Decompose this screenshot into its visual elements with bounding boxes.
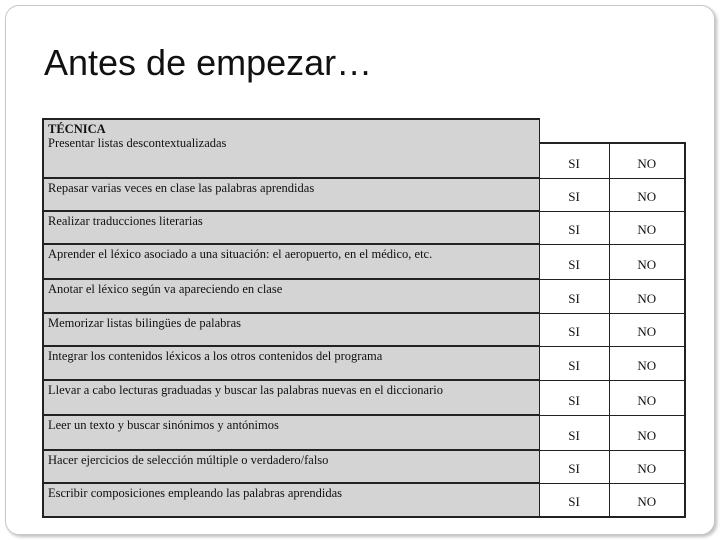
table-row [43, 450, 685, 483]
technique-label: Memorizar listas bilingües de palabras [48, 316, 241, 330]
yes-option: SI [539, 244, 609, 279]
technique-table [42, 118, 686, 518]
no-option: NO [609, 415, 685, 450]
table-row [43, 380, 685, 415]
no-option: NO [609, 346, 685, 380]
technique-cell [43, 178, 539, 211]
technique-cell [43, 483, 539, 517]
table-row [43, 211, 685, 244]
technique-label: Aprender el léxico asociado a una situación: el aeropuerto, en el médico, etc. [48, 247, 433, 261]
yes-option: SI [539, 483, 609, 517]
technique-cell [43, 346, 539, 380]
no-option: NO [609, 211, 685, 244]
technique-cell [43, 211, 539, 244]
technique-cell [43, 313, 539, 346]
technique-label: Escribir composiciones empleando las palabras aprendidas [48, 486, 343, 500]
technique-label: Presentar listas descontextualizadas [48, 136, 227, 150]
technique-cell [43, 380, 539, 415]
header-label: TÉCNICA [48, 122, 106, 136]
yes-option: SI [539, 279, 609, 313]
technique-label: Hacer ejercicios de selección múltiple o verdadero/falso [48, 453, 329, 467]
yes-option: SI [539, 346, 609, 380]
technique-label: Anotar el léxico según va apareciendo en clase [48, 282, 283, 296]
no-option: NO [609, 483, 685, 517]
header-cell [43, 119, 539, 178]
table-row [43, 279, 685, 313]
yes-option: SI [539, 450, 609, 483]
technique-cell [43, 450, 539, 483]
no-option: NO [609, 178, 685, 211]
technique-label: Llevar a cabo lecturas graduadas y buscar las palabras nuevas en el diccionario [48, 383, 443, 397]
no-option: NO [609, 450, 685, 483]
no-option: NO [609, 380, 685, 415]
yes-option: SI [539, 143, 609, 178]
technique-label: Leer un texto y buscar sinónimos y antónimos [48, 418, 279, 432]
table-row [43, 244, 685, 279]
technique-cell [43, 279, 539, 313]
yes-option: SI [539, 211, 609, 244]
technique-label: Realizar traducciones literarias [48, 214, 203, 228]
no-option: NO [609, 143, 685, 178]
table-row [43, 346, 685, 380]
slide-title: Antes de empezar… [44, 42, 373, 83]
table-header-row [43, 119, 685, 143]
yes-option: SI [539, 313, 609, 346]
header-blank-cell [539, 119, 685, 143]
no-option: NO [609, 279, 685, 313]
technique-cell [43, 415, 539, 450]
table-row [43, 415, 685, 450]
yes-option: SI [539, 380, 609, 415]
yes-option: SI [539, 415, 609, 450]
yes-option: SI [539, 178, 609, 211]
no-option: NO [609, 313, 685, 346]
table-row [43, 178, 685, 211]
technique-label: Integrar los contenidos léxicos a los otros contenidos del programa [48, 349, 383, 363]
technique-cell [43, 244, 539, 279]
table-row [43, 313, 685, 346]
technique-label: Repasar varias veces en clase las palabras aprendidas [48, 181, 315, 195]
no-option: NO [609, 244, 685, 279]
table-row [43, 483, 685, 517]
